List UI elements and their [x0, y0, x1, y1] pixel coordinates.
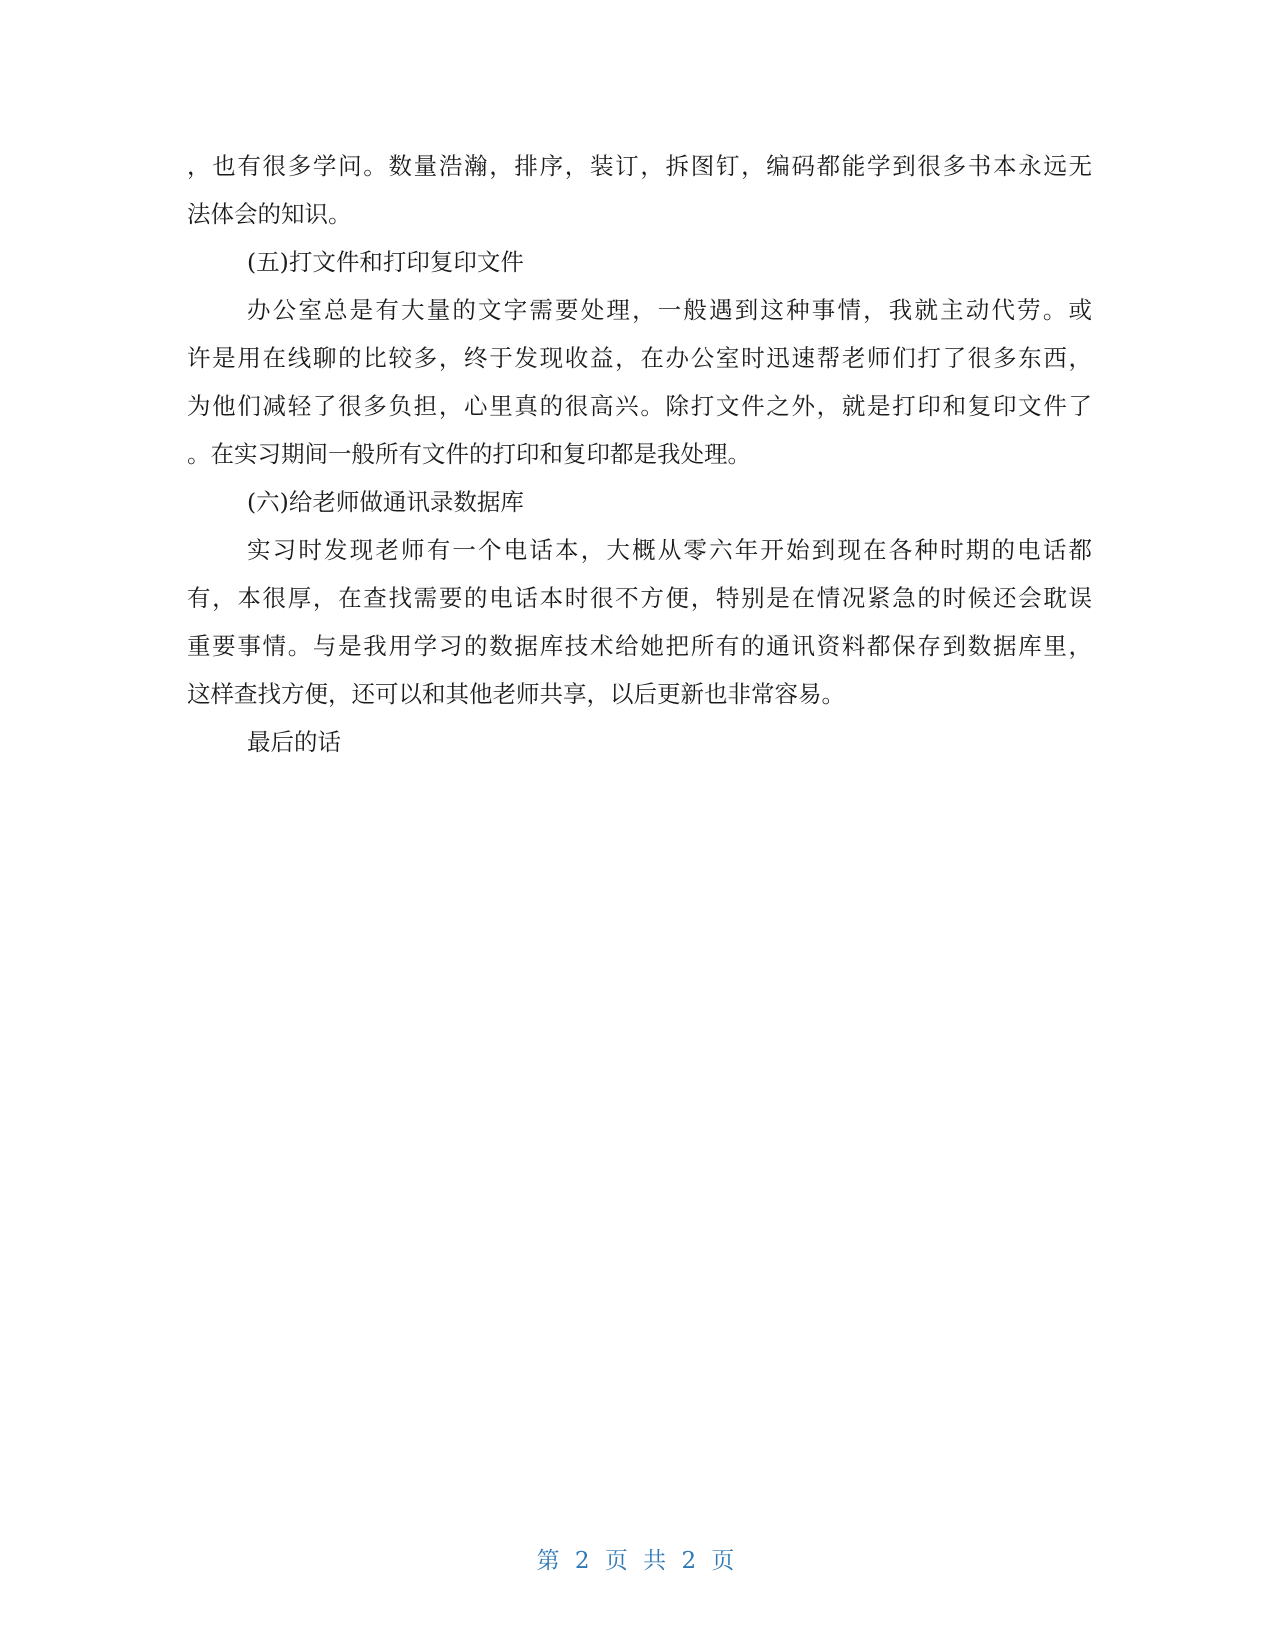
- section-heading: (五)打文件和打印复印文件: [247, 248, 524, 276]
- paragraph-line: ，也有很多学问。数量浩瀚，排序，装订，拆图钉，编码都能学到很多书本永远无: [187, 152, 1092, 180]
- paragraph-line: 法体会的知识。: [187, 200, 352, 228]
- paragraph-line: 。在实习期间一般所有文件的打印和复印都是我处理。: [187, 440, 751, 468]
- paragraph-line: 为他们减轻了很多负担，心里真的很高兴。除打文件之外，就是打印和复印文件了: [187, 392, 1092, 420]
- paragraph-line: 这样查找方便，还可以和其他老师共享，以后更新也非常容易。: [187, 680, 845, 708]
- paragraph-line: 许是用在线聊的比较多，终于发现收益，在办公室时迅速帮老师们打了很多东西，: [187, 344, 1092, 372]
- paragraph-line: 重要事情。与是我用学习的数据库技术给她把所有的通讯资料都保存到数据库里，: [187, 632, 1092, 660]
- document-body: [187, 142, 1092, 766]
- paragraph-line: 办公室总是有大量的文字需要处理，一般遇到这种事情，我就主动代劳。或: [247, 296, 1092, 324]
- paragraph-line: 有，本很厚，在查找需要的电话本时很不方便，特别是在情况紧急的时候还会耽误: [187, 584, 1092, 612]
- paragraph-line: 实习时发现老师有一个电话本，大概从零六年开始到现在各种时期的电话都: [247, 536, 1092, 564]
- section-heading: 最后的话: [247, 728, 341, 756]
- page-number-footer: 第 2 页 共 2 页: [536, 1548, 739, 1574]
- section-heading: (六)给老师做通讯录数据库: [247, 488, 524, 516]
